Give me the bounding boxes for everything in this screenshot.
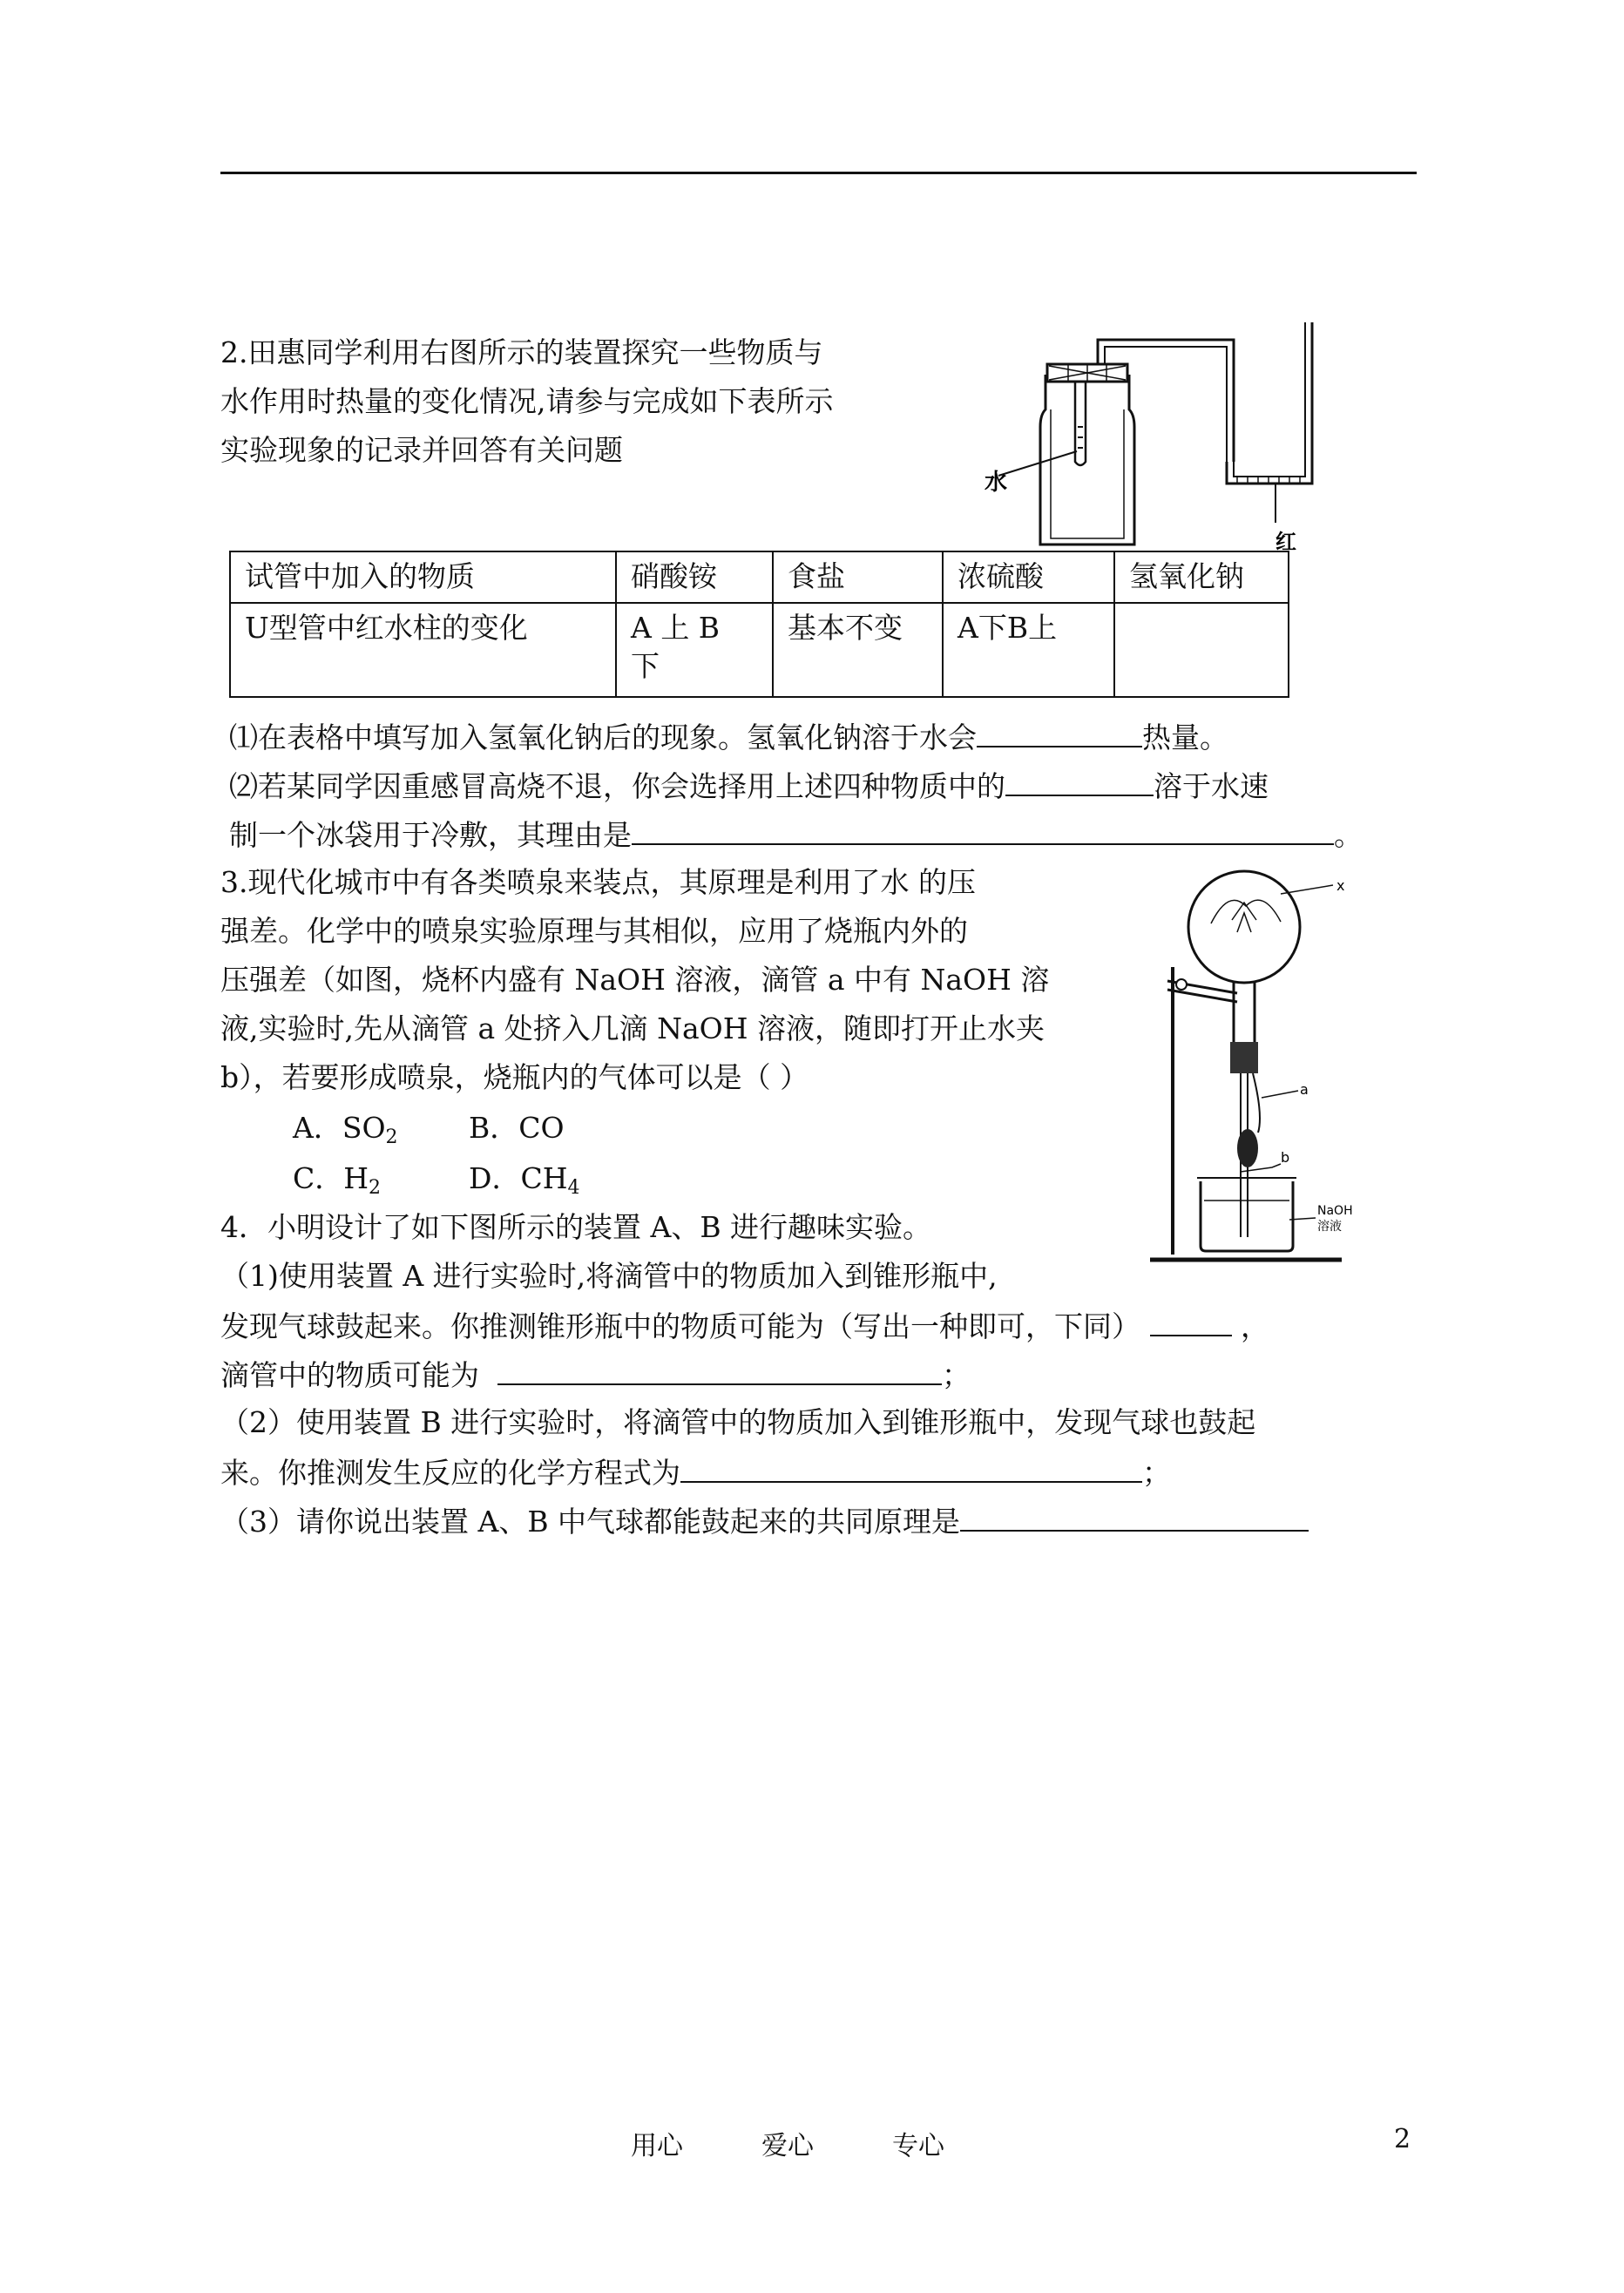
q4-sub1-end: ； — [941, 1358, 971, 1392]
q2-sub2-end: 。 — [1334, 818, 1363, 852]
option-d-sub: 4 — [567, 1177, 580, 1199]
footer-middle: 爱心 — [761, 2131, 814, 2161]
footer-left: 用心 — [631, 2131, 683, 2161]
q2-sub2-tail: 溶于水速 — [1154, 769, 1269, 803]
answer-blank[interactable] — [497, 1359, 942, 1385]
table-cell: 氢氧化钠 — [1114, 551, 1289, 603]
q3-line-4: 液,实验时,先从滴管 a 处挤入几滴 NaOH 溶液，随即打开止水夹 — [220, 1011, 1045, 1045]
q2-sub1-text: ⑴在表格中填写加入氢氧化钠后的现象。氢氧化钠溶于水会 — [229, 720, 977, 754]
footer-right: 专心 — [892, 2131, 944, 2161]
naoh-label: NaOH — [1317, 1204, 1353, 1218]
answer-blank[interactable] — [680, 1457, 1142, 1483]
q4-sub1-line-1: （1)使用装置 A 进行实验时,将滴管中的物质加入到锥形瓶中, — [220, 1259, 998, 1293]
fountain-experiment-figure — [1150, 871, 1411, 1263]
u-tube-apparatus-figure — [976, 322, 1324, 558]
observation-table — [229, 551, 1289, 698]
water-label: 水 — [985, 470, 1008, 496]
header-rule — [220, 172, 1417, 174]
q3-line-1: 3.现代化城市中有各类喷泉来装点，其原理是利用了水 的压 — [220, 865, 976, 899]
q4-sub3-text: （3）请你说出装置 A、B 中气球都能鼓起来的共同原理是 — [220, 1505, 961, 1539]
page-number: 2 — [1394, 2124, 1411, 2154]
table-cell: 硝酸铵 — [616, 551, 773, 603]
q4-sub1-line-3 — [220, 1359, 971, 1390]
q2-sub2-text: ⑵若某同学因重感冒高烧不退，你会选择用上述四种物质中的 — [229, 769, 1005, 803]
answer-blank[interactable] — [960, 1505, 1309, 1532]
q2-line-1: 2.田惠同学利用右图所示的装置探究一些物质与 — [220, 335, 823, 369]
q4-sub2-line-2 — [220, 1456, 1171, 1490]
q2-line-3: 实验现象的记录并回答有关问题 — [220, 433, 623, 467]
q2-line-2: 水作用时热量的变化情况,请参与完成如下表所示 — [220, 384, 834, 418]
q4-sub3 — [220, 1505, 1309, 1539]
q2-sub2-cont — [229, 818, 1363, 852]
answer-blank[interactable] — [632, 819, 1334, 845]
q3-line-3: 压强差（如图，烧杯内盛有 NaOH 溶液，滴管 a 中有 NaOH 溶 — [220, 963, 1050, 997]
table-cell: 试管中加入的物质 — [230, 551, 616, 603]
q4-sub2-text: 来。你推测发生反应的化学方程式为 — [220, 1456, 680, 1490]
option-d-text: D．CH — [469, 1161, 568, 1195]
table-cell — [616, 603, 773, 697]
answer-blank[interactable] — [977, 721, 1142, 747]
table-row — [230, 551, 1289, 603]
solution-label: 溶液 — [1317, 1220, 1342, 1234]
table-cell: U型管中红水柱的变化 — [230, 603, 616, 697]
table-cell — [1114, 603, 1289, 697]
q4-sub2-line-1: （2）使用装置 B 进行实验时，将滴管中的物质加入到锥形瓶中，发现气球也鼓起 — [220, 1405, 1256, 1439]
option-c-text: C．H — [293, 1161, 369, 1195]
cell-line-2: 下 — [631, 649, 660, 684]
option-c-sub: 2 — [369, 1177, 382, 1199]
q2-sub1-tail: 热量。 — [1142, 720, 1228, 754]
x-label: x — [1336, 877, 1345, 894]
q3-option-b: B．CO — [469, 1111, 565, 1145]
q4-title: 4．小明设计了如下图所示的装置 A、B 进行趣味实验。 — [220, 1210, 932, 1244]
answer-blank[interactable] — [1005, 770, 1154, 796]
table-cell: 基本不变 — [773, 603, 943, 697]
q3-line-5: b），若要形成喷泉，烧瓶内的气体可以是（ ） — [220, 1060, 809, 1094]
option-a-text: A．SO — [293, 1111, 386, 1145]
table-cell: A下B上 — [943, 603, 1114, 697]
q4-sub1-line-2 — [220, 1310, 1269, 1341]
option-a-sub: 2 — [385, 1126, 398, 1148]
b-label: b — [1281, 1149, 1290, 1166]
q3-option-c — [293, 1161, 382, 1199]
cell-line-1: A 上 B — [631, 610, 721, 645]
q4-sub1-dropper: 滴管中的物质可能为 — [220, 1358, 479, 1392]
q4-sub2-end: ； — [1142, 1456, 1171, 1490]
table-row — [230, 603, 1289, 697]
red-label: 红 — [1276, 530, 1296, 554]
a-label: a — [1300, 1081, 1309, 1098]
table-cell: 浓硫酸 — [943, 551, 1114, 603]
answer-blank[interactable] — [1150, 1310, 1232, 1336]
q3-line-2: 强差。化学中的喷泉实验原理与其相似，应用了烧瓶内外的 — [220, 914, 968, 948]
q3-option-d — [469, 1161, 580, 1199]
q2-sub2 — [229, 770, 1269, 801]
q2-sub2-reason: 制一个冰袋用于冷敷，其理由是 — [229, 818, 632, 852]
table-cell: 食盐 — [773, 551, 943, 603]
q3-option-a — [293, 1113, 398, 1147]
q4-sub1-comma: ， — [1241, 1309, 1269, 1343]
q4-sub1-text: 发现气球鼓起来。你推测锥形瓶中的物质可能为（写出一种即可，下同） — [220, 1309, 1140, 1343]
q2-sub1 — [229, 721, 1228, 752]
